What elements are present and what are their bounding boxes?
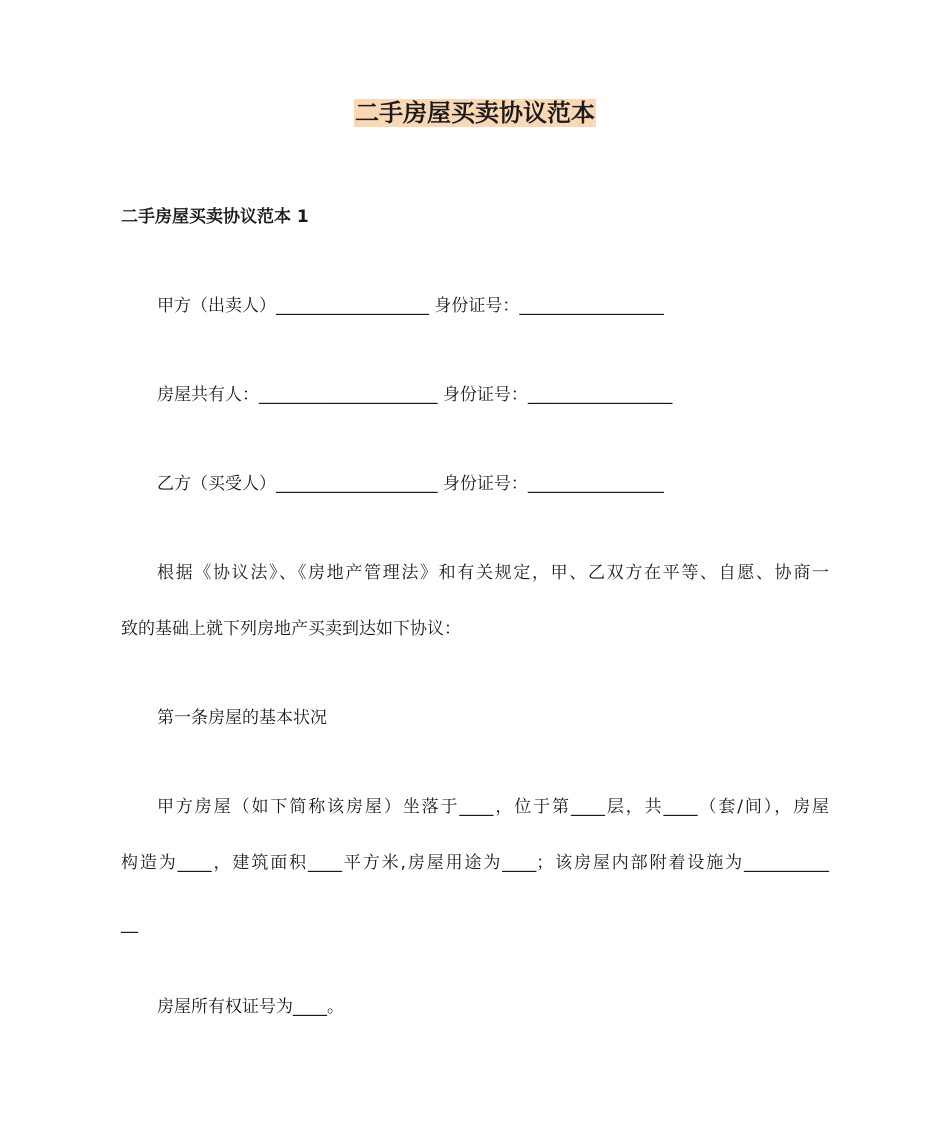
section-heading: 二手房屋买卖协议范本 1 — [121, 207, 309, 227]
house-paragraph-line-2: 构造为____，建筑面积____平方米,房屋用途为____；该房屋内部附着设施为__________ — [121, 853, 829, 873]
document-title — [0, 96, 950, 130]
article-1-heading: 第一条房屋的基本状况 — [157, 708, 327, 728]
co-owner-line: 房屋共有人：_____________________ 身份证号：_________________ — [157, 385, 673, 405]
house-paragraph-line-1: 甲方房屋（如下简称该房屋）坐落于____，位于第____层，共____（套/间），房屋 — [157, 797, 829, 817]
certificate-line: 房屋所有权证号为____。 — [157, 997, 344, 1017]
party-a-line: 甲方（出卖人）__________________ 身份证号：_________________ — [157, 296, 664, 316]
house-paragraph-line-3: __ — [121, 914, 138, 934]
basis-paragraph-line-2: 致的基础上就下列房地产买卖到达如下协议： — [121, 619, 461, 639]
party-b-line: 乙方（买受人）___________________ 身份证号：________________ — [157, 474, 664, 494]
basis-paragraph-line-1: 根据《协议法》、《房地产管理法》和有关规定，甲、乙双方在平等、自愿、协商一 — [157, 563, 829, 583]
document-title-text: 二手房屋买卖协议范本 — [355, 99, 595, 127]
